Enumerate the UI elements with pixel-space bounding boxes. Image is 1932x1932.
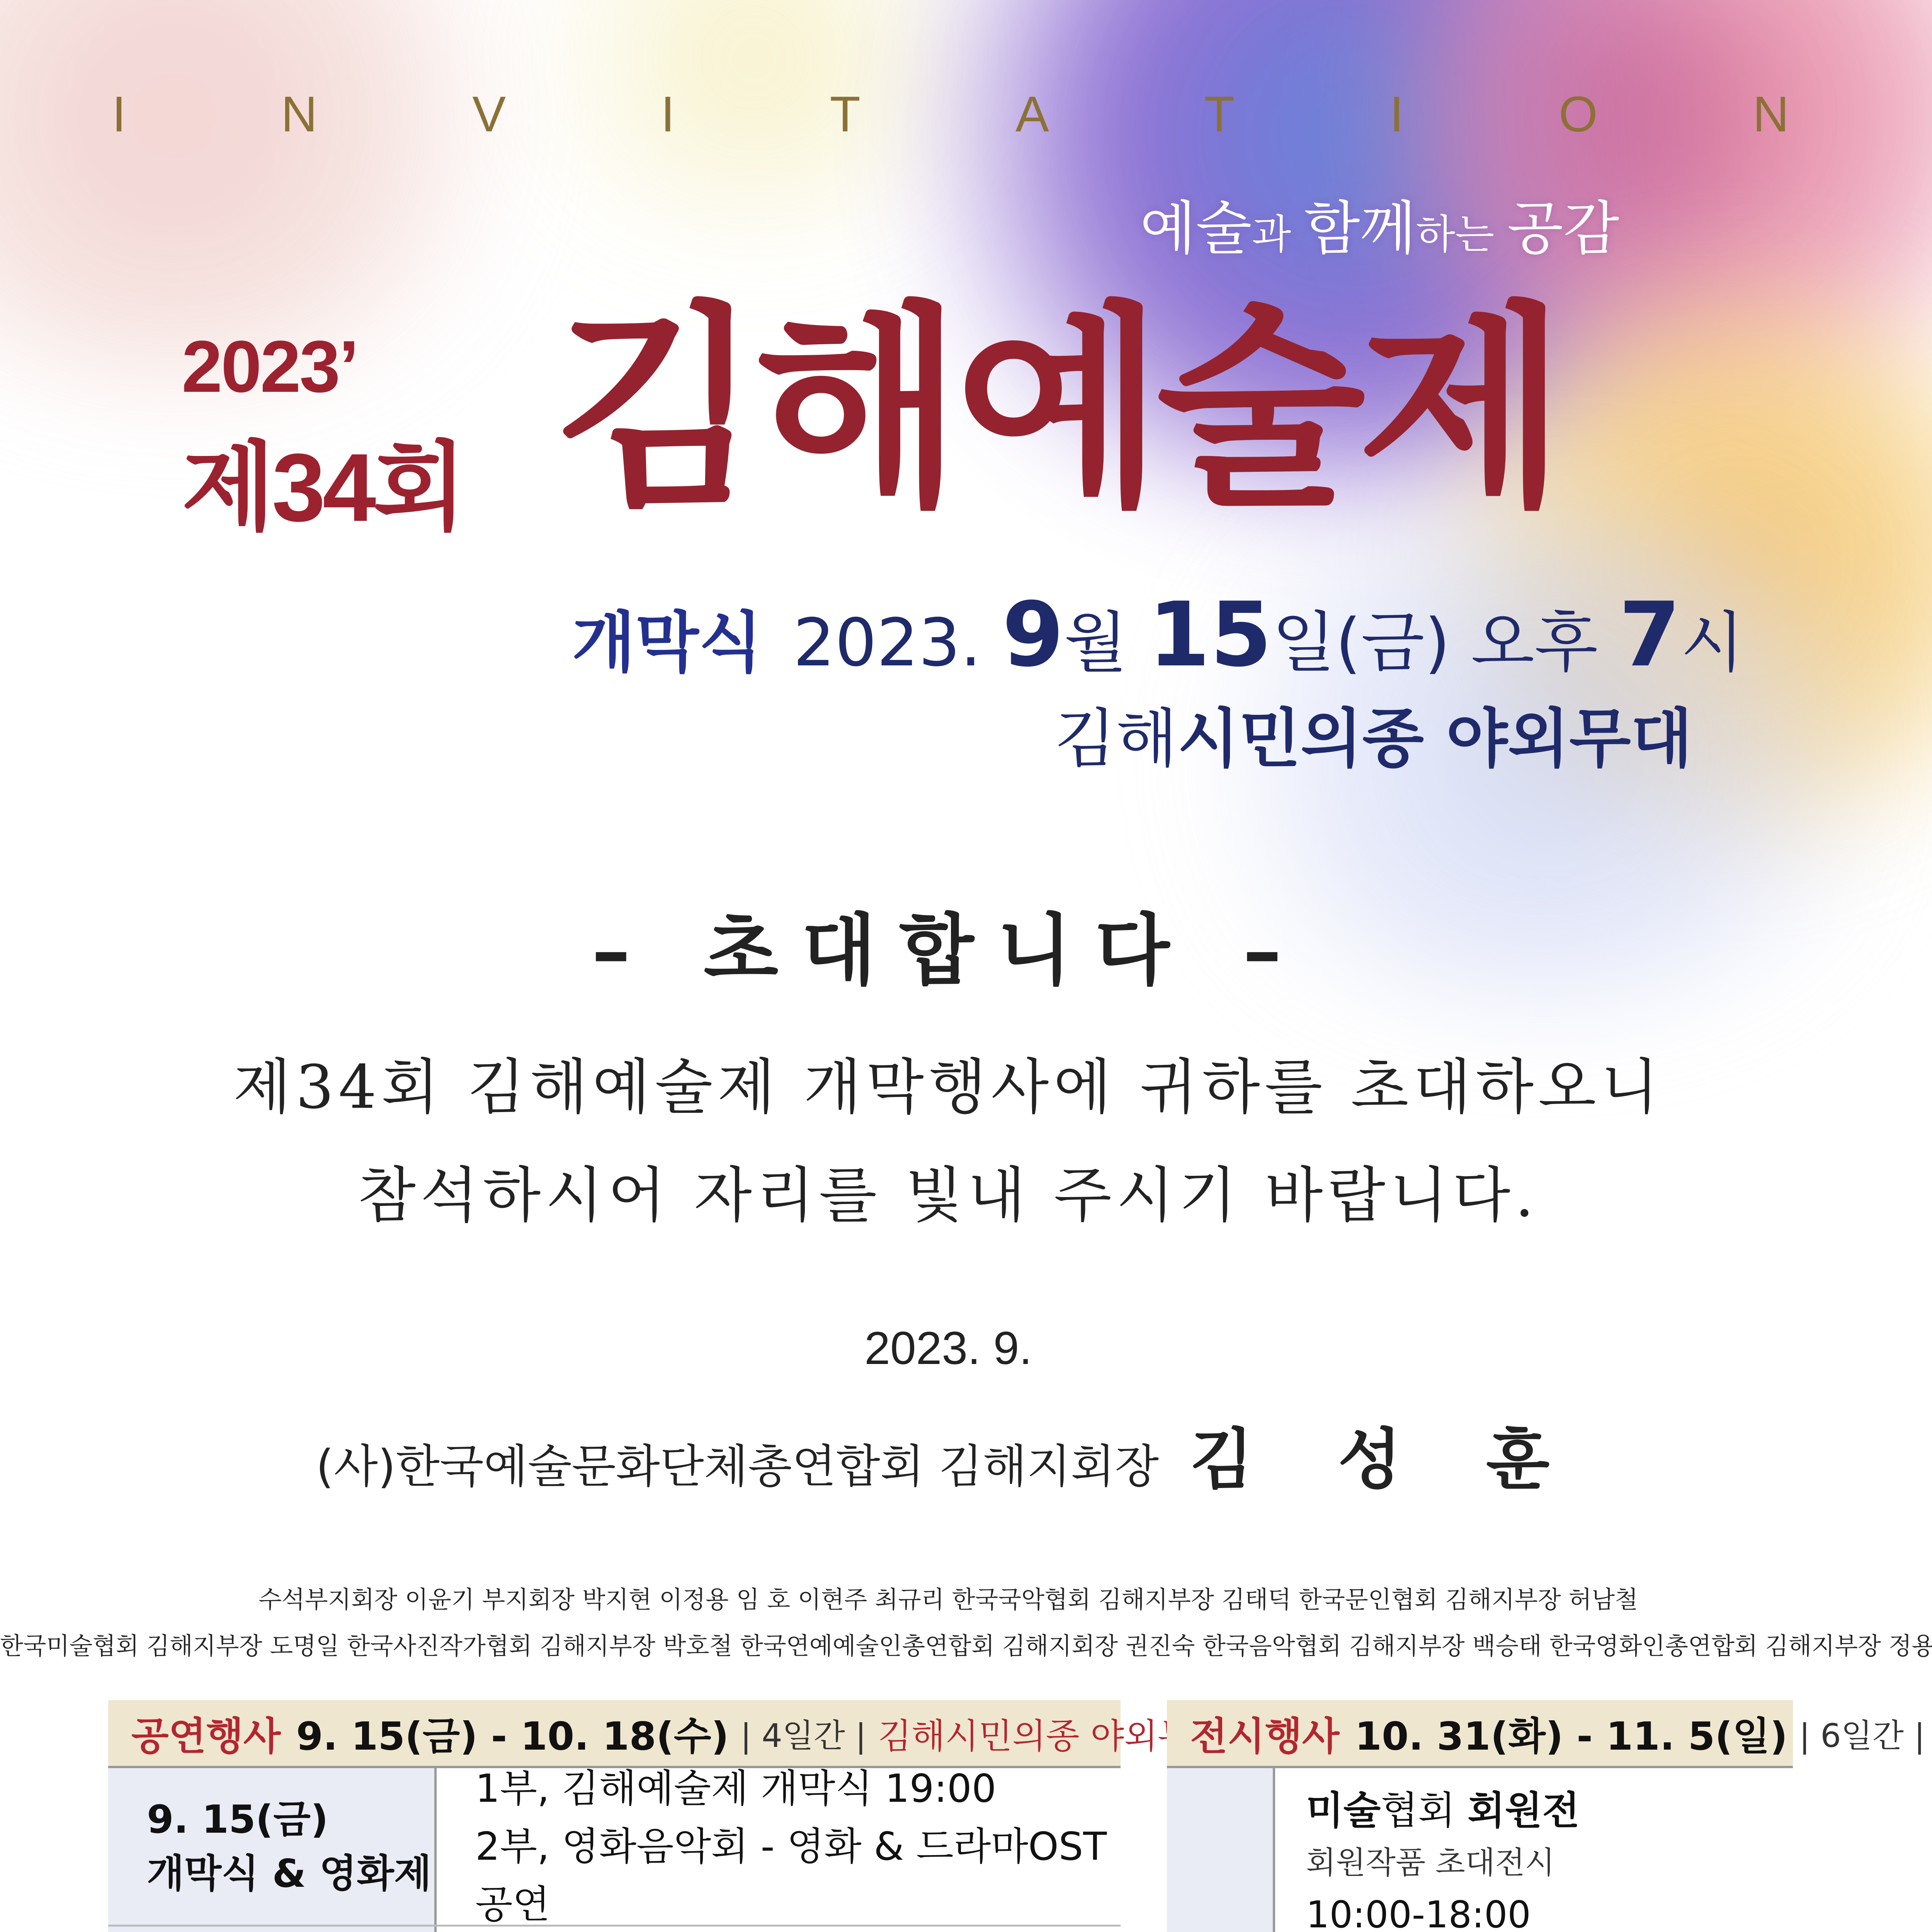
tagline: 예술과 함께하는 공감 bbox=[1140, 182, 1619, 265]
performance-day: 9. 15(금) 개막식 & 영화제 bbox=[108, 1768, 437, 1925]
list-item: 미술협회 회원전 회원작품 초대전시 10:00-18:00 bbox=[1275, 1768, 1793, 1932]
signer: (사)한국예술문화단체총연합회 김해지회장 김 성 훈 bbox=[0, 1406, 1896, 1501]
festival-title: 김해예술제 bbox=[553, 286, 1559, 533]
invitation-letter: I bbox=[112, 85, 126, 143]
performance-details: 1부, 김해예술제 개막식 19:00 2부, 영화음악회 - 영화 & 드라마OST 공연 bbox=[437, 1768, 1121, 1925]
opening-ceremony-datetime: 개막식 2023. 9월 15일(금) 오후 7시 bbox=[572, 583, 1692, 687]
invitation-letter: I bbox=[1390, 85, 1404, 143]
exhibition-header: 전시행사 10. 31(화) - 11. 5(일) | 6일간 | bbox=[1167, 1700, 1793, 1766]
invite-date: 2023. 9. bbox=[0, 1321, 1896, 1375]
invitation-letter: N bbox=[1753, 85, 1789, 143]
invitation-letter: A bbox=[1015, 85, 1049, 143]
exhibition-title: 미술협회 회원전 bbox=[1306, 1784, 1793, 1838]
opening-venue: 김해시민의종 야외무대 bbox=[572, 688, 1692, 779]
invitation-letter: T bbox=[830, 85, 860, 143]
invitation-letter: O bbox=[1559, 85, 1598, 143]
invitation-letter: N bbox=[281, 85, 317, 143]
invitation-letter: I bbox=[661, 85, 675, 143]
invitation-letter: V bbox=[472, 85, 506, 143]
invite-message-line: 참석하시어 자리를 빛내 주시기 바랍니다. bbox=[0, 1148, 1896, 1233]
performance-header: 공연행사 9. 15(금) - 10. 18(수) | 4일간 | 김해시민의종 야외무대 bbox=[108, 1700, 1121, 1766]
invite-title: – 초대합니다 – bbox=[0, 889, 1896, 1000]
signer-name: 김 성 훈 bbox=[1190, 1421, 1580, 1498]
festival-edition: 제34회 bbox=[182, 410, 463, 549]
officers-line: 한국미술협회 김해지부장 도명일 한국사진작가협회 김해지부장 박호철 한국연예예술인총연합회 김해지회장 권진숙 한국음악협회 김해지부장 백승태 한국영화인총연합회 김해지부장 정용식 bbox=[0, 1627, 1896, 1661]
festival-year: 2023’ bbox=[182, 325, 357, 409]
invitation-letter: T bbox=[1204, 85, 1235, 143]
officers-line: 수석부지회장 이윤기 부지회장 박지현 이정용 임 호 이현주 최규리 한국국악협회 김해지부장 김태덕 한국문인협회 김해지부장 허남철 bbox=[0, 1580, 1896, 1615]
invite-message-line: 제34회 김해예술제 개막행사에 귀하를 초대하오니 bbox=[0, 1039, 1896, 1125]
